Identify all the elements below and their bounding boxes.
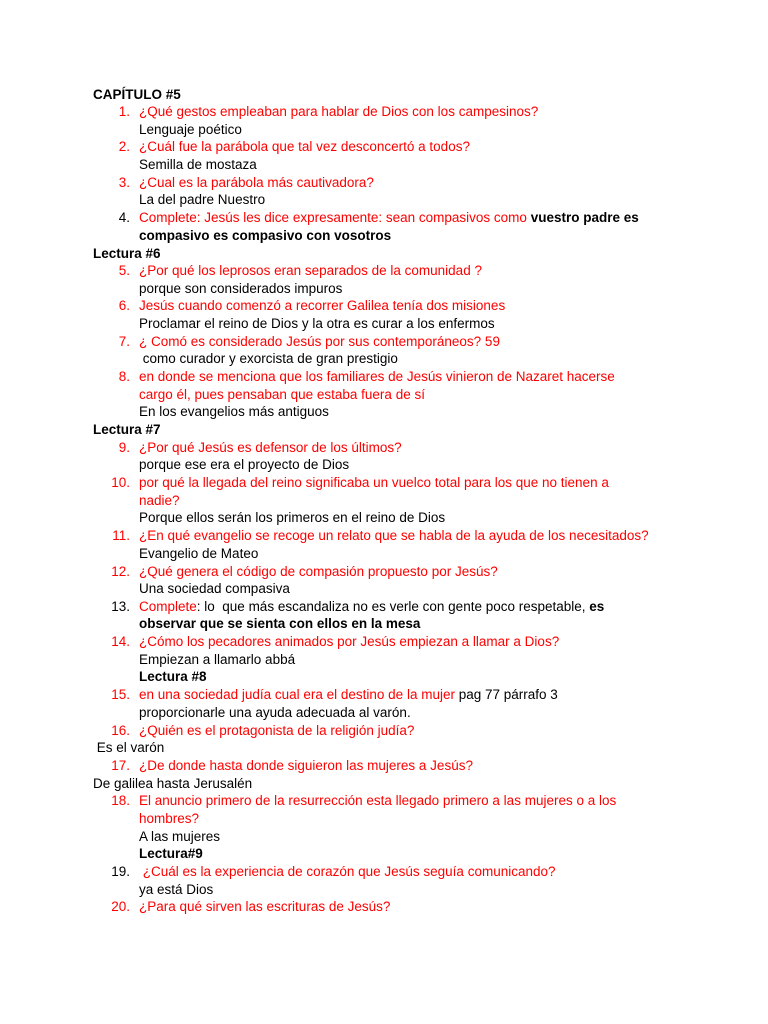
section-heading: Lectura #7 [93, 422, 161, 437]
item-number: 11. [112, 528, 130, 543]
item-number: 2. [118, 139, 130, 154]
question-text: ¿Por qué los leprosos eran separados de la comunidad ? [139, 263, 482, 278]
question-text: ¿De donde hasta donde siguieron las mujeres a Jesús? [139, 758, 473, 773]
answer-text: porque son considerados impuros [139, 281, 343, 296]
answer-text: Evangelio de Mateo [139, 546, 259, 561]
question-text: ¿ Comó es considerado Jesús por sus contemporáneos? 59 [139, 334, 500, 349]
question-text: ¿Quién es el protagonista de la religión judía? [139, 723, 415, 738]
question-red-part: Complete: Jesús les dice expresamente: sean compasivos como [139, 210, 531, 225]
question-red-part: en una sociedad judía cual era el destino de la mujer [139, 687, 455, 702]
answer-bold-part: vuestro padre es [530, 210, 639, 225]
answer-text: Semilla de mostaza [139, 157, 257, 172]
item-number: 8. [118, 369, 130, 384]
question-text: Jesús cuando comenzó a recorrer Galilea tenía dos misiones [139, 298, 506, 313]
answer-text: Lenguaje poético [139, 122, 242, 137]
question-text: ¿Cuál fue la parábola que tal vez desconcertó a todos? [139, 139, 470, 154]
question-continuation: hombres? [139, 811, 200, 826]
item-number: 20. [111, 899, 130, 914]
answer-text: ya está Dios [139, 882, 214, 897]
answer-text: Empiezan a llamarlo abbá [139, 652, 296, 667]
item-number: 14. [111, 634, 130, 649]
question-continuation: nadie? [139, 493, 180, 508]
item-number: 9. [118, 440, 130, 455]
item-number: 5. [118, 263, 130, 278]
item-number: 18. [111, 793, 130, 808]
question-text: ¿Cual es la parábola más cautivadora? [139, 175, 374, 190]
answer-bold-continuation: observar que se sienta con ellos en la mesa [139, 616, 421, 631]
question-text [139, 686, 558, 703]
item-number: 19. [111, 864, 130, 879]
section-heading: Lectura#9 [139, 846, 203, 861]
item-number: 6. [118, 298, 130, 313]
section-heading: Lectura #8 [139, 669, 207, 684]
question-text: ¿Cómo los pecadores animados por Jesús empiezan a llamar a Dios? [139, 634, 560, 649]
question-text [139, 598, 604, 615]
question-text: ¿Cuál es la experiencia de corazón que Jesús seguía comunicando? [139, 864, 556, 879]
item-number: 17. [111, 758, 130, 773]
answer-text: Porque ellos serán los primeros en el reino de Dios [139, 510, 446, 525]
item-number: 13. [111, 599, 130, 614]
item-number: 4. [118, 210, 130, 225]
question-text: ¿Para qué sirven las escrituras de Jesús? [139, 899, 391, 914]
answer-text: Una sociedad compasiva [139, 581, 290, 596]
item-number: 12. [111, 564, 130, 579]
answer-text: proporcionarle una ayuda adecuada al varón. [139, 705, 411, 720]
item-number: 16. [111, 723, 130, 738]
answer-bold-continuation: compasivo es compasivo con vosotros [139, 228, 392, 243]
answer-bold-part: es [589, 599, 605, 614]
question-text: ¿Qué gestos empleaban para hablar de Dios con los campesinos? [139, 104, 539, 119]
question-text: ¿En qué evangelio se recoge un relato que se habla de la ayuda de los necesitados? [139, 528, 649, 543]
question-text: ¿Qué genera el código de compasión propuesto por Jesús? [139, 564, 498, 579]
question-text: por qué la llegada del reino significaba un vuelco total para los que no tienen a [139, 475, 609, 490]
answer-text: Es el varón [93, 740, 165, 755]
item-number: 7. [118, 334, 130, 349]
answer-text: porque ese era el proyecto de Dios [139, 457, 350, 472]
question-text [139, 209, 639, 226]
chapter-heading: CAPÍTULO #5 [93, 87, 181, 102]
question-continuation: cargo él, pues pensaban que estaba fuera de sí [139, 387, 425, 402]
item-number: 15. [111, 687, 130, 702]
answer-text: En los evangelios más antiguos [139, 404, 329, 419]
question-text: ¿Por qué Jesús es defensor de los últimos? [139, 440, 402, 455]
item-number: 1. [118, 104, 130, 119]
section-heading: Lectura #6 [93, 246, 161, 261]
item-number: 10. [111, 475, 130, 490]
item-number: 3. [118, 175, 130, 190]
question-plain-part: : lo que más escandaliza no es verle con gente poco respetable, [196, 599, 590, 614]
answer-text: como curador y exorcista de gran prestigio [139, 351, 398, 366]
question-text: El anuncio primero de la resurrección esta llegado primero a las mujeres o a los [139, 793, 617, 808]
question-plain-part: pag 77 párrafo 3 [454, 687, 558, 702]
answer-text: De galilea hasta Jerusalén [93, 776, 253, 791]
answer-text: La del padre Nuestro [139, 192, 266, 207]
answer-text: Proclamar el reino de Dios y la otra es curar a los enfermos [139, 316, 495, 331]
question-red-part: Complete [139, 599, 197, 614]
answer-text: A las mujeres [139, 829, 221, 844]
question-text: en donde se menciona que los familiares de Jesús vinieron de Nazaret hacerse [139, 369, 615, 384]
